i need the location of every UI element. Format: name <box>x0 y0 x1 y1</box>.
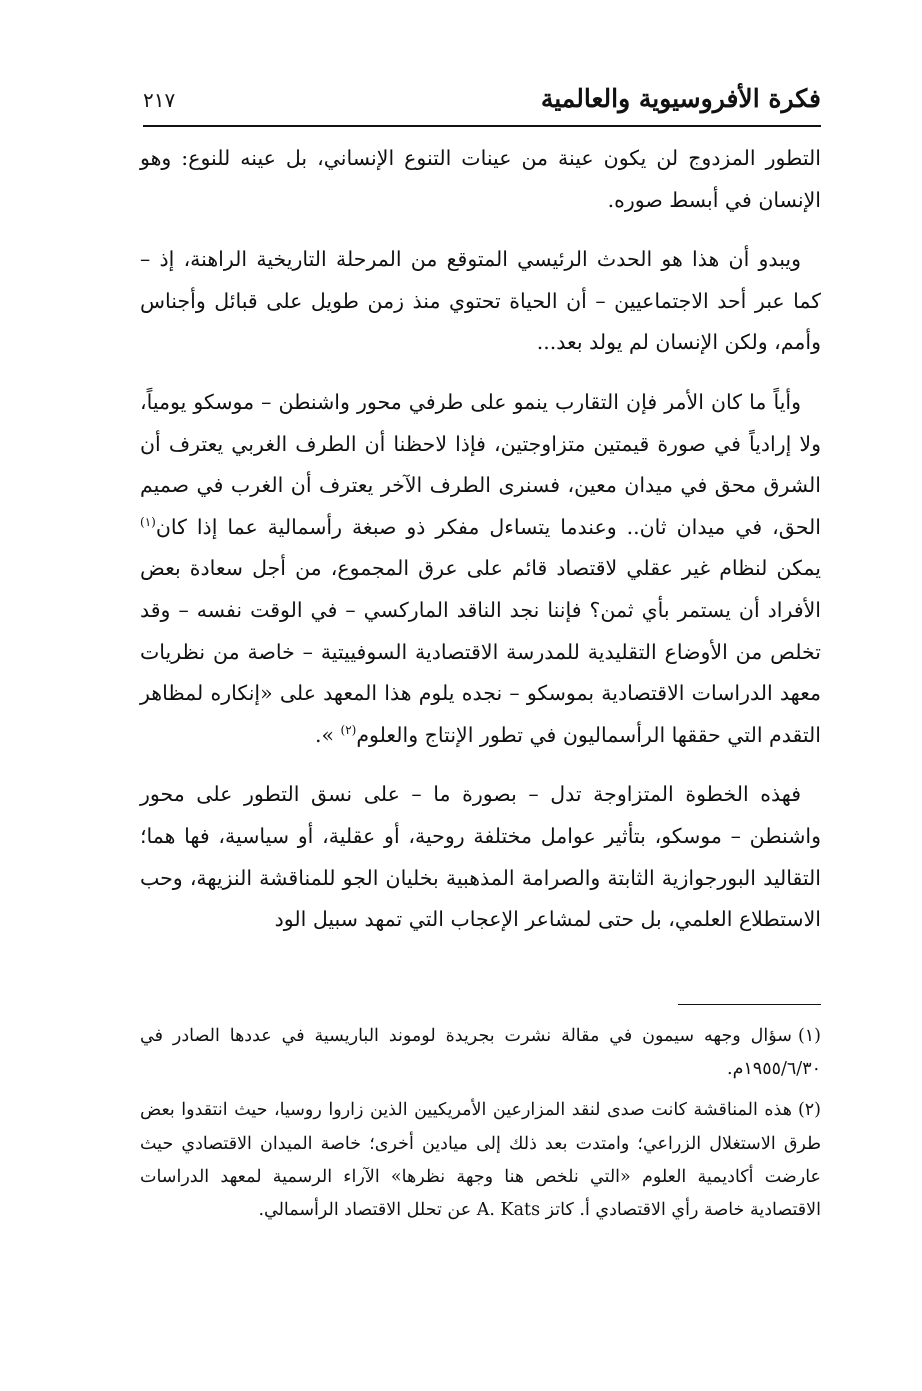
paragraph-3-part-2: يمكن لنظام غير عقلي لاقتصاد قائم على عرق المجموع، من أجل سعادة بعض الأفراد أن يستمر بأي ثمن؟ فإننا نجد الناقد الماركسي – في الوقت نفسه – وقد تخلص من الأوضاع التقليدية للمدرسة الاقتصادية السوفييتية – خاصة من نظريات معهد الدراسات الاقتصادية بموسكو – نجده يلوم هذا المعهد على «إنكاره لمظاهر التقدم التي حققها الرأسماليون في تطور الإنتاج والعلوم <box>140 556 821 747</box>
footnote-1-number: (١) <box>797 1026 821 1046</box>
paragraph-1: التطور المزدوج لن يكون عينة من عينات التنوع الإنساني، بل عينه للنوع: وهو الإنسان في أبسط صوره. <box>140 146 821 212</box>
main-text <box>140 138 821 959</box>
footnote-2-text: هذه المناقشة كانت صدى لنقد المزارعين الأمريكيين الذين زاروا روسيا، حيث انتقدوا بعض طرق الاستغلال الزراعي؛ وامتدت بعد ذلك إلى ميادين أخرى؛ خاصة الميدان الاقتصادي حيث عارضت أكاديمية العلوم «التي نلخص هنا وجهة نظرها» الآراء الرسمية لمعهد الدراسات الاقتصادية خاصة رأي الاقتصادي أ. كاتز A. Kats عن تحلل الاقتصاد الرأسمالي. <box>140 1100 821 1221</box>
footnote-separator <box>678 1004 821 1005</box>
paragraph-3-part-3: ». <box>314 722 341 747</box>
footnote-2 <box>140 1094 821 1227</box>
footnote-2-number: (٢) <box>797 1100 821 1121</box>
paragraph-3-part-1: وأياً ما كان الأمر فإن التقارب ينمو على طرفي محور واشنطن – موسكو يومياً، ولا إرادياً في صورة قيمتين متزاوجتين، فإذا لاحظنا أن الطرف الغربي يعترف أن الشرق محق في ميدان معين، فسنرى الطرف الآخر يعترف أن الغرب في صميم الحق، في ميدان ثان.. وعندما يتساءل مفكر ذو صبغة رأسمالية عما إذا كان <box>140 389 821 539</box>
header-rule <box>143 125 821 127</box>
footnote-ref-1: (١) <box>140 514 156 529</box>
footnotes <box>140 1020 821 1235</box>
footnote-ref-2: (٢) <box>340 722 357 737</box>
running-title: فكرة الأفروسيوية والعالمية <box>540 84 821 113</box>
page-number: ٢١٧ <box>143 88 176 112</box>
footnote-1-text: سؤال وجهه سيمون في مقالة نشرت بجريدة لوموند الباريسية في عددها الصادر في ١٩٥٥/٦/٣٠م. <box>140 1026 821 1080</box>
footnote-1 <box>140 1020 821 1086</box>
paragraph-4: فهذه الخطوة المتزاوجة تدل – بصورة ما – على نسق التطور على محور واشنطن – موسكو، بتأثير عوامل مختلفة روحية، أو عقلية، أو سياسية، فها هما؛ التقاليد البورجوازية الثابتة والصرامة المذهبية بخليان الجو للمناقشة النزيهة، وحب الاستطلاع العلمي، بل حتى لمشاعر الإعجاب التي تمهد سبيل الود <box>140 782 821 932</box>
running-header <box>143 82 821 128</box>
paragraph-2: ويبدو أن هذا هو الحدث الرئيسي المتوقع من المرحلة التاريخية الراهنة، إذ – كما عبر أحد الاجتماعيين – أن الحياة تحتوي منذ زمن طويل على قبائل وأجناس وأمم، ولكن الإنسان لم يولد بعد... <box>140 247 821 355</box>
paragraph-3 <box>140 382 821 756</box>
